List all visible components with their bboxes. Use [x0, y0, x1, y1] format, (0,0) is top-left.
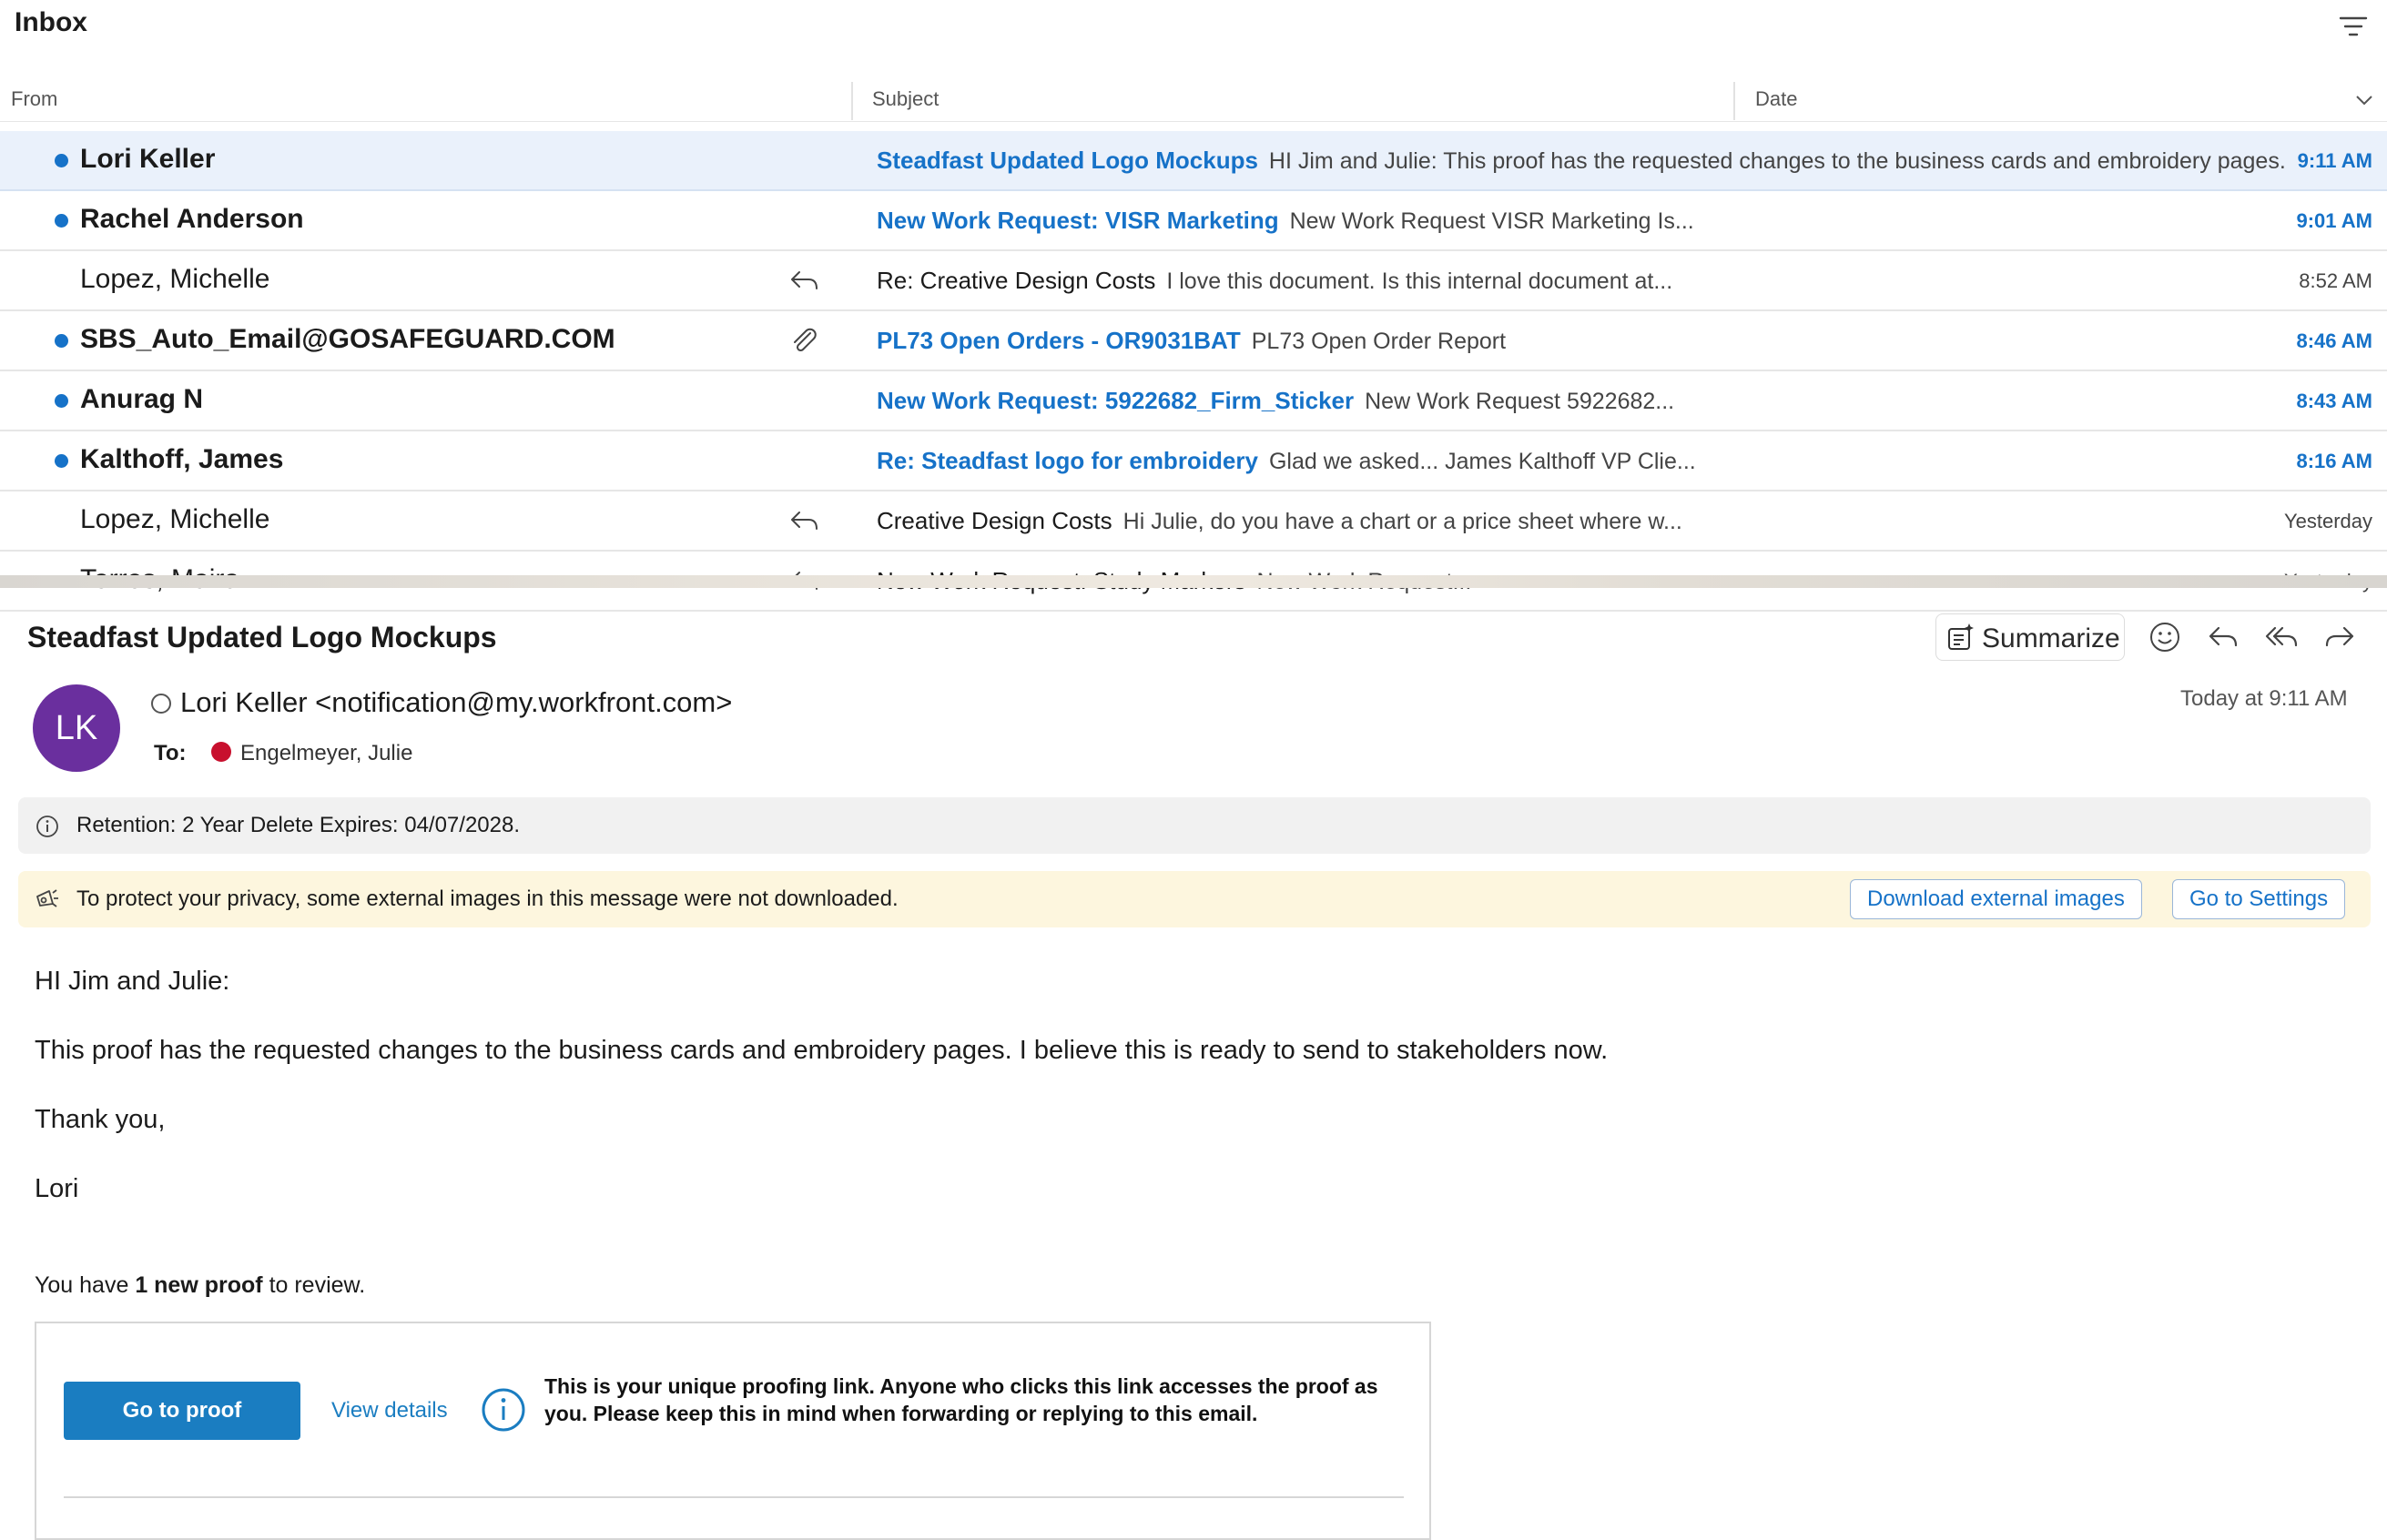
message-sender: Anurag N	[80, 384, 203, 414]
row-status-icon	[788, 448, 821, 475]
message-time: 9:01 AM	[2296, 209, 2372, 232]
row-status-icon	[788, 147, 821, 175]
message-sender: SBS_Auto_Email@GOSAFEGUARD.COM	[80, 324, 615, 354]
message-subject: Steadfast Updated Logo Mockups	[877, 147, 1258, 174]
proof-summary	[35, 1272, 365, 1299]
column-header-row	[0, 80, 2387, 122]
message-subject: PL73 Open Orders - OR9031BAT	[877, 327, 1241, 354]
message-row[interactable]	[0, 371, 2387, 431]
forward-icon[interactable]	[2321, 619, 2358, 655]
sender-address[interactable]: Lori Keller <notification@my.workfront.com>	[180, 686, 733, 718]
recipient-name[interactable]: Engelmeyer, Julie	[240, 741, 413, 765]
message-subject: Re: Creative Design Costs	[877, 267, 1156, 294]
reply-icon	[788, 268, 821, 295]
message-preview: Glad we asked... James Kalthoff VP Clie...	[1268, 449, 1696, 474]
received-date: Today at 9:11 AM	[2180, 686, 2348, 711]
message-time: 8:43 AM	[2296, 390, 2372, 412]
reply-icon[interactable]	[2205, 619, 2241, 655]
to-label: To:	[154, 741, 187, 765]
unread-dot	[55, 454, 68, 468]
sender-avatar[interactable]: LK	[33, 684, 120, 772]
column-divider[interactable]	[851, 82, 853, 120]
body-greeting: HI Jim and Julie:	[35, 967, 230, 996]
message-time: 9:11 AM	[2297, 149, 2372, 172]
unread-dot	[55, 214, 68, 228]
message-preview: HI Jim and Julie: This proof has the requested changes to the business cards and embroidery pages.	[1268, 148, 2286, 174]
proof-card	[35, 1322, 1431, 1540]
column-date[interactable]: Date	[1755, 87, 1798, 110]
message-preview: New Work Request 5922682...	[1365, 389, 1675, 414]
row-status-icon	[788, 388, 821, 415]
message-row[interactable]	[0, 191, 2387, 251]
reading-subject: Steadfast Updated Logo Mockups	[27, 621, 497, 653]
download-images-button[interactable]: Download external images	[1850, 879, 2142, 919]
message-list	[0, 131, 2387, 579]
card-divider	[64, 1496, 1404, 1498]
column-from[interactable]: From	[11, 87, 58, 110]
row-status-icon	[788, 208, 821, 235]
summarize-icon	[1945, 622, 1976, 653]
proof-prefix: You have	[35, 1272, 129, 1298]
message-row[interactable]	[0, 251, 2387, 311]
message-subject: New Work Request: VISR Marketing	[877, 207, 1279, 234]
retention-text: Retention: 2 Year Delete Expires: 04/07/2028.	[76, 813, 521, 837]
message-preview: I love this document. Is this internal document at...	[1166, 268, 1673, 294]
column-divider[interactable]	[1733, 82, 1735, 120]
privacy-text: To protect your privacy, some external images in this message were not downloaded.	[76, 887, 899, 911]
message-row[interactable]	[0, 311, 2387, 371]
reply-icon	[788, 508, 821, 535]
pane-splitter[interactable]	[0, 575, 2387, 588]
message-sender: Lopez, Michelle	[80, 504, 270, 534]
message-time: 8:16 AM	[2296, 450, 2372, 472]
proofing-link-note: This is your unique proofing link. Anyone who clicks this link accesses the proof as you. Please keep this in mind when forwarding or replying to this email.	[544, 1374, 1378, 1425]
summarize-label: Summarize	[1982, 623, 2120, 653]
message-time: 8:46 AM	[2296, 329, 2372, 352]
message-row[interactable]	[0, 491, 2387, 552]
message-subject: Creative Design Costs	[877, 507, 1112, 534]
presence-offline-icon	[151, 694, 171, 714]
view-details-link[interactable]: View details	[331, 1398, 448, 1423]
message-subject: New Work Request: 5922682_Firm_Sticker	[877, 387, 1355, 414]
info-icon	[481, 1387, 526, 1433]
unread-dot	[55, 154, 68, 167]
message-time: Yesterday	[2283, 510, 2372, 532]
body-closing: Thank you,	[35, 1105, 166, 1134]
privacy-shield-icon	[33, 886, 60, 913]
message-subject: Re: Steadfast logo for embroidery	[877, 447, 1258, 474]
message-time: 8:52 AM	[2299, 269, 2372, 292]
message-sender: Rachel Anderson	[80, 204, 304, 234]
emoji-react-icon[interactable]	[2147, 619, 2183, 655]
info-icon	[35, 814, 60, 839]
go-to-settings-button[interactable]: Go to Settings	[2172, 879, 2345, 919]
body-paragraph: This proof has the requested changes to the business cards and embroidery pages. I believe this is ready to send to stakeholders now.	[35, 1036, 1609, 1065]
privacy-banner	[18, 871, 2371, 927]
message-preview: Hi Julie, do you have a chart or a price sheet where w...	[1122, 509, 1682, 534]
message-preview: PL73 Open Order Report	[1251, 329, 1507, 354]
unread-dot	[55, 334, 68, 348]
summarize-button[interactable]	[1935, 613, 2125, 661]
unread-dot	[55, 394, 68, 408]
message-sender: Kalthoff, James	[80, 444, 284, 474]
presence-busy-icon	[211, 742, 231, 762]
message-sender: Lopez, Michelle	[80, 264, 270, 294]
go-to-proof-button[interactable]: Go to proof	[64, 1382, 300, 1440]
inbox-title: Inbox	[15, 7, 87, 37]
proof-suffix: to review.	[269, 1272, 366, 1298]
proof-count: 1 new proof	[135, 1272, 263, 1298]
column-subject[interactable]: Subject	[872, 87, 940, 110]
message-row[interactable]	[0, 431, 2387, 491]
attachment-icon	[788, 328, 821, 355]
message-row[interactable]	[0, 131, 2387, 191]
filter-icon[interactable]	[2338, 13, 2369, 40]
message-preview: New Work Request VISR Marketing Is...	[1289, 208, 1694, 234]
chevron-down-icon[interactable]	[2354, 93, 2374, 107]
reply-all-icon[interactable]	[2263, 619, 2300, 655]
body-signature: Lori	[35, 1174, 79, 1203]
retention-banner	[18, 797, 2371, 854]
message-sender: Lori Keller	[80, 144, 216, 174]
